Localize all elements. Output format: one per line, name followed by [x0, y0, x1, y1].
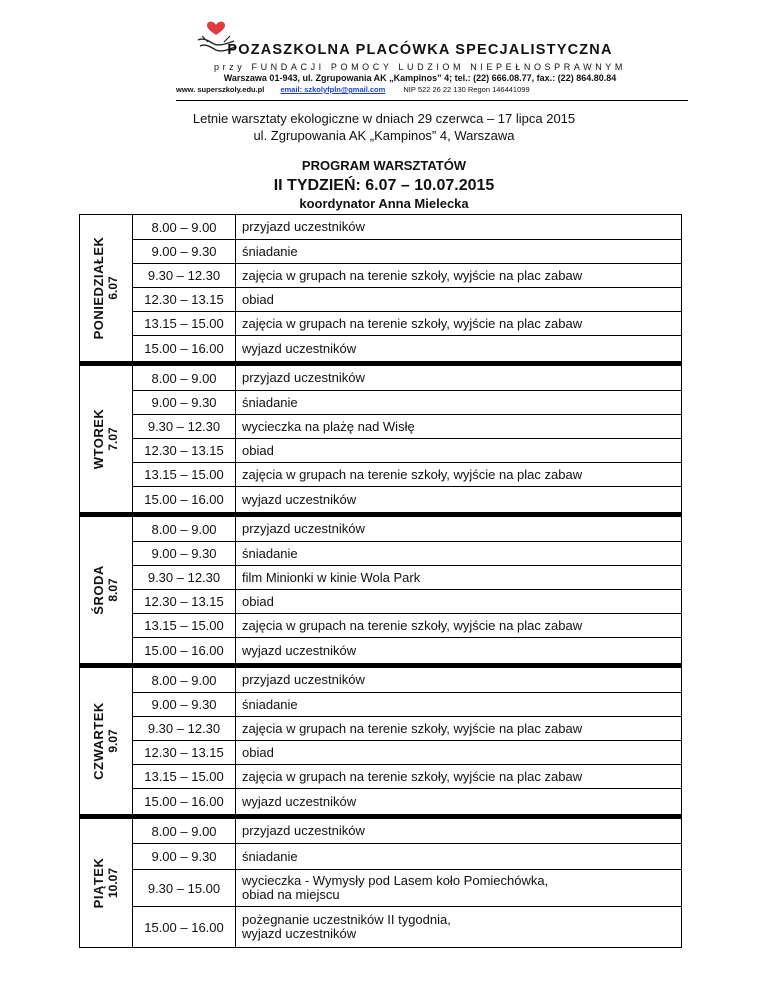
- schedule-row: [133, 637, 681, 663]
- day-label: [80, 366, 133, 512]
- schedule-row: [133, 565, 681, 589]
- activity-cell: śniadanie: [242, 545, 298, 561]
- activity-cell: zajęcia w grupach na terenie szkoły, wyjście na plac zabaw: [242, 315, 583, 331]
- activity-cell: obiad: [242, 291, 274, 307]
- time-cell: 9.30 – 12.30: [133, 717, 236, 740]
- activity-cell: przyjazd uczestników: [242, 370, 365, 385]
- schedule-row: [133, 311, 681, 335]
- schedule-row: [133, 438, 681, 462]
- schedule-row: [133, 335, 681, 361]
- day-date: 10.07: [106, 867, 120, 899]
- day-block: [80, 361, 681, 512]
- schedule-row: [133, 486, 681, 512]
- activity-cell: wyjazd uczestników: [242, 491, 357, 507]
- activity-cell: wycieczka - Wymysły pod Lasem koło Pomiechówka, obiad na miejscu: [242, 873, 549, 902]
- schedule-row: [133, 589, 681, 613]
- org-name: POZASZKOLNA PLACÓWKA SPECJALISTYCZNA: [227, 42, 613, 58]
- day-name: ŚRODA: [91, 565, 106, 615]
- time-cell: 15.00 – 16.00: [133, 789, 236, 814]
- schedule-row: [133, 764, 681, 788]
- activity-cell: zajęcia w grupach na terenie szkoły, wyjście na plac zabaw: [242, 720, 583, 736]
- day-date: 8.07: [106, 578, 120, 602]
- day-block: [80, 215, 681, 361]
- activity-cell: zajęcia w grupach na terenie szkoły, wyjście na plac zabaw: [242, 466, 583, 482]
- day-name: PIĄTEK: [91, 857, 106, 909]
- day-block: [80, 512, 681, 663]
- day-label: [80, 517, 133, 663]
- day-block: [80, 814, 681, 947]
- day-label-text: [91, 702, 121, 780]
- website-link[interactable]: www. superszkoly.edu.pl: [176, 85, 265, 94]
- time-cell: 12.30 – 13.15: [133, 288, 236, 311]
- activity-cell: zajęcia w grupach na terenie szkoły, wyjście na plac zabaw: [242, 617, 583, 633]
- schedule-table: [79, 214, 682, 948]
- activity-cell: wyjazd uczestników: [242, 642, 357, 658]
- time-cell: 8.00 – 9.00: [133, 366, 236, 390]
- time-cell: 13.15 – 15.00: [133, 765, 236, 788]
- time-cell: 9.00 – 9.30: [133, 542, 236, 565]
- schedule-row: [133, 263, 681, 287]
- activity-cell: wyjazd uczestników: [242, 793, 357, 809]
- program-title: PROGRAM WARSZTATÓW: [301, 158, 467, 173]
- schedule-row: [133, 788, 681, 814]
- time-cell: 15.00 – 16.00: [133, 907, 236, 947]
- activity-cell: przyjazd uczestników: [242, 672, 365, 687]
- activity-cell: śniadanie: [242, 394, 298, 410]
- org-address: Warszawa 01-943, ul. Zgrupowania AK „Kampinos” 4; tel.: (22) 666.08.77, fax.: (22) 864.80.84: [223, 73, 617, 83]
- time-cell: 8.00 – 9.00: [133, 517, 236, 541]
- time-cell: 9.30 – 15.00: [133, 870, 236, 906]
- schedule-row: [133, 869, 681, 906]
- email-link[interactable]: email: szkolyfpln@gmail.com: [280, 85, 386, 94]
- schedule-row: [133, 843, 681, 869]
- time-cell: 15.00 – 16.00: [133, 638, 236, 663]
- day-date: 7.07: [106, 427, 120, 451]
- header-divider: [176, 100, 688, 101]
- schedule-row: [133, 906, 681, 947]
- schedule-row: [133, 239, 681, 263]
- time-cell: 12.30 – 13.15: [133, 590, 236, 613]
- day-date: 9.07: [106, 729, 120, 753]
- activity-cell: przyjazd uczestników: [242, 219, 365, 234]
- foundation-name: przy FUNDACJI POMOCY LUDZIOM NIEPEŁNOSPRAWNYM: [213, 62, 627, 72]
- schedule-row: [133, 613, 681, 637]
- activity-cell: obiad: [242, 744, 274, 760]
- intro-line-2: ul. Zgrupowania AK „Kampinos” 4, Warszawa: [253, 128, 515, 143]
- contact-line: [176, 85, 530, 94]
- schedule-row: [133, 390, 681, 414]
- day-name: CZWARTEK: [91, 702, 106, 780]
- schedule-row: [133, 414, 681, 438]
- activity-cell: film Minionki w kinie Wola Park: [242, 569, 421, 585]
- intro-line-1: Letnie warsztaty ekologiczne w dniach 29 czerwca – 17 lipca 2015: [192, 111, 576, 126]
- day-label-text: [91, 858, 121, 909]
- activity-cell: wycieczka na plażę nad Wisłę: [242, 418, 415, 434]
- time-cell: 9.00 – 9.30: [133, 240, 236, 263]
- time-cell: 9.00 – 9.30: [133, 693, 236, 716]
- day-label: [80, 819, 133, 947]
- time-cell: 8.00 – 9.00: [133, 668, 236, 692]
- day-block: [80, 663, 681, 814]
- time-cell: 9.30 – 12.30: [133, 264, 236, 287]
- activity-cell: przyjazd uczestników: [242, 823, 365, 838]
- time-cell: 12.30 – 13.15: [133, 439, 236, 462]
- schedule-row: [133, 462, 681, 486]
- time-cell: 13.15 – 15.00: [133, 614, 236, 637]
- time-cell: 9.00 – 9.30: [133, 844, 236, 869]
- time-cell: 13.15 – 15.00: [133, 463, 236, 486]
- activity-cell: przyjazd uczestników: [242, 521, 365, 536]
- time-cell: 8.00 – 9.00: [133, 215, 236, 239]
- schedule-row: [133, 541, 681, 565]
- activity-cell: śniadanie: [242, 848, 298, 864]
- schedule-row: [133, 366, 681, 390]
- time-cell: 9.30 – 12.30: [133, 415, 236, 438]
- schedule-row: [133, 287, 681, 311]
- day-date: 6.07: [106, 276, 120, 300]
- day-label-text: [91, 237, 121, 340]
- time-cell: 8.00 – 9.00: [133, 819, 236, 843]
- schedule-row: [133, 215, 681, 239]
- activity-cell: śniadanie: [242, 696, 298, 712]
- time-cell: 13.15 – 15.00: [133, 312, 236, 335]
- day-label-text: [91, 409, 121, 470]
- time-cell: 15.00 – 16.00: [133, 336, 236, 361]
- activity-cell: wyjazd uczestników: [242, 340, 357, 356]
- schedule-row: [133, 740, 681, 764]
- schedule-row: [133, 517, 681, 541]
- week-title: II TYDZIEŃ: 6.07 – 10.07.2015: [273, 177, 495, 194]
- schedule-row: [133, 716, 681, 740]
- day-label: [80, 668, 133, 814]
- activity-cell: pożegnanie uczestników II tygodnia, wyjazd uczestników: [242, 912, 451, 941]
- time-cell: 12.30 – 13.15: [133, 741, 236, 764]
- activity-cell: zajęcia w grupach na terenie szkoły, wyjście na plac zabaw: [242, 768, 583, 784]
- schedule-row: [133, 819, 681, 843]
- schedule-row: [133, 668, 681, 692]
- day-label-text: [91, 565, 121, 614]
- activity-cell: zajęcia w grupach na terenie szkoły, wyjście na plac zabaw: [242, 267, 583, 283]
- activity-cell: obiad: [242, 593, 274, 609]
- time-cell: 15.00 – 16.00: [133, 487, 236, 512]
- activity-cell: śniadanie: [242, 243, 298, 259]
- nip-regon: NIP 522 26 22 130 Regon 146441099: [403, 85, 530, 94]
- day-name: WTOREK: [91, 408, 106, 470]
- coordinator: koordynator Anna Mielecka: [299, 196, 469, 211]
- activity-cell: obiad: [242, 442, 274, 458]
- schedule-row: [133, 692, 681, 716]
- time-cell: 9.00 – 9.30: [133, 391, 236, 414]
- time-cell: 9.30 – 12.30: [133, 566, 236, 589]
- day-label: [80, 215, 133, 361]
- day-name: PONIEDZIAŁEK: [91, 236, 106, 340]
